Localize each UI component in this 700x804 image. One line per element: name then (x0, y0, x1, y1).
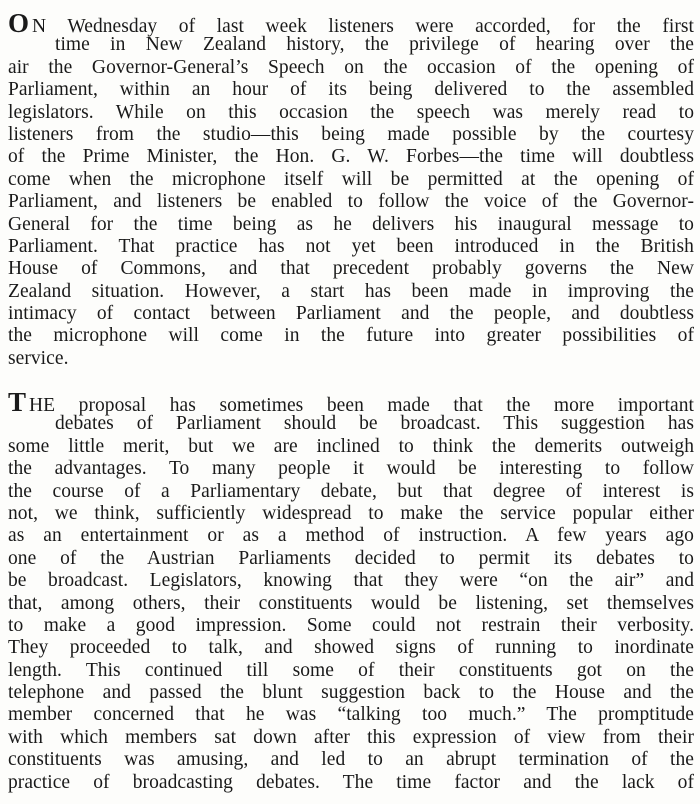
text-line: Parliament, within an hour of its being delivered to the assembled (8, 79, 694, 101)
text-line: the microphone will come in the future into greater possibilities of (8, 325, 694, 347)
text-line: Zealand situation. However, a start has been made in improving the (8, 280, 694, 302)
text-line: T HE proposal has sometimes been made that the more important (8, 387, 694, 417)
drop-cap: O (8, 8, 30, 38)
text-line: not, we think, sufficiently widespread to make the service popular either (8, 502, 694, 524)
text-line: Parliament, and listeners be enabled to follow the voice of the Governor- (8, 191, 694, 213)
text-line: some little merit, but we are inclined to think the demerits outweigh (8, 435, 694, 457)
text-line: service. (8, 347, 69, 369)
text-line: House of Commons, and that precedent probably governs the New (8, 258, 694, 280)
paragraph-governor-general-speech (8, 8, 694, 370)
text-line: Parliament. That practice has not yet been introduced in the British (8, 235, 694, 257)
text-line: constituents was amusing, and led to an abrupt termination of the (8, 749, 694, 771)
text-line: the advantages. To many people it would be interesting to follow (8, 458, 694, 480)
text-line: one of the Austrian Parliaments decided to permit its debates to (8, 547, 694, 569)
text-line: that, among others, their constituents would be listening, set themselves (8, 592, 694, 614)
text-line: come when the microphone itself will be permitted at the opening of (8, 168, 694, 190)
text-line: to make a good impression. Some could not restrain their verbosity. (8, 614, 694, 636)
text-line: telephone and passed the blunt suggestion back to the House and the (8, 682, 694, 704)
text-line: as an entertainment or as a method of instruction. A few years ago (8, 525, 694, 547)
text-line: practice of broadcasting debates. The time factor and the lack of (8, 771, 694, 793)
text-line: member concerned that he was “talking too much.” The promptitude (8, 704, 694, 726)
text-line: air the Governor-General’s Speech on the occasion of the opening of (8, 56, 694, 78)
text-line: General for the time being as he delivers his inaugural message to (8, 213, 694, 235)
text-line: They proceeded to talk, and showed signs of running to inordinate (8, 637, 694, 659)
drop-cap: T (8, 387, 27, 417)
text-line: be broadcast. Legislators, knowing that they were “on the air” and (8, 570, 694, 592)
text-line: length. This continued till some of their constituents got on the (8, 659, 694, 681)
text-line: listeners from the studio—this being made possible by the courtesy (8, 123, 694, 145)
text-line: debates of Parliament should be broadcast. This suggestion has (55, 413, 694, 435)
text-line: time in New Zealand history, the privilege of hearing over the (55, 34, 694, 56)
text-line: with which members sat down after this expression of view from their (8, 726, 694, 748)
text-line: intimacy of contact between Parliament and the people, and doubtless (8, 303, 694, 325)
paragraph-broadcasting-debates (8, 387, 694, 794)
text-line: the course of a Parliamentary debate, but that degree of interest is (8, 480, 694, 502)
text-line: of the Prime Minister, the Hon. G. W. Forbes—the time will doubtless (8, 146, 694, 168)
text-line: O N Wednesday of last week listeners were accorded, for the first (8, 8, 694, 38)
text-line: legislators. While on this occasion the speech was merely read to (8, 101, 694, 123)
